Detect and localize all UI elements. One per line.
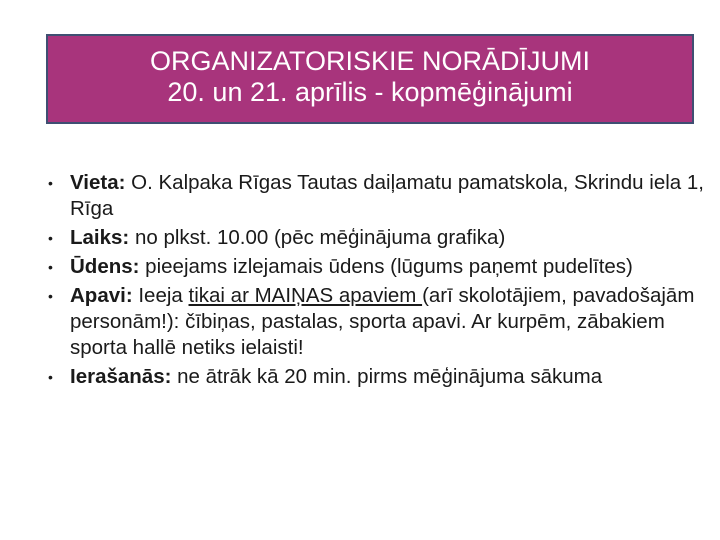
title-banner — [46, 34, 694, 124]
bullet-text-post: (arī skolotājiem, pavadošajām personām!): čībiņas, pastalas, sporta apavi. Ar kurpēm, zābakiem sporta hallē netiks ielaisti! — [70, 284, 695, 359]
bullet-list — [48, 170, 708, 393]
bullet-label: Ūdens: — [70, 255, 140, 278]
bullet-text-pre: Ieeja — [132, 284, 189, 307]
bullet-label: Ierašanās: — [70, 365, 172, 388]
bullet-item-arrival — [48, 364, 708, 390]
title-line-1: ORGANIZATORISKIE NORĀDĪJUMI — [149, 46, 591, 76]
bullet-dot: • — [48, 259, 53, 275]
bullet-text-underlined: tikai ar MAIŅAS apaviem — [188, 284, 423, 307]
bullet-item-location — [48, 170, 708, 222]
bullet-item-water — [48, 254, 708, 280]
bullet-dot: • — [48, 369, 53, 385]
bullet-dot: • — [48, 288, 53, 304]
bullet-label: Laiks: — [70, 226, 130, 249]
bullet-text: pieejams izlejamais ūdens (lūgums paņemt pudelītes) — [139, 255, 633, 278]
bullet-label: Vieta: — [70, 171, 126, 194]
bullet-text: O. Kalpaka Rīgas Tautas daiļamatu pamatskola, Skrindu iela 1, Rīga — [70, 171, 704, 220]
bullet-item-footwear — [48, 283, 708, 361]
bullet-text: ne ātrāk kā 20 min. pirms mēģinājuma sākuma — [171, 365, 603, 388]
bullet-dot: • — [48, 175, 53, 191]
title-line-2: 20. un 21. aprīlis - kopmēģinājumi — [167, 77, 573, 107]
bullet-dot: • — [48, 230, 53, 246]
bullet-label: Apavi: — [70, 284, 133, 307]
bullet-text: no plkst. 10.00 (pēc mēģinājuma grafika) — [129, 226, 506, 249]
bullet-item-time — [48, 225, 708, 251]
